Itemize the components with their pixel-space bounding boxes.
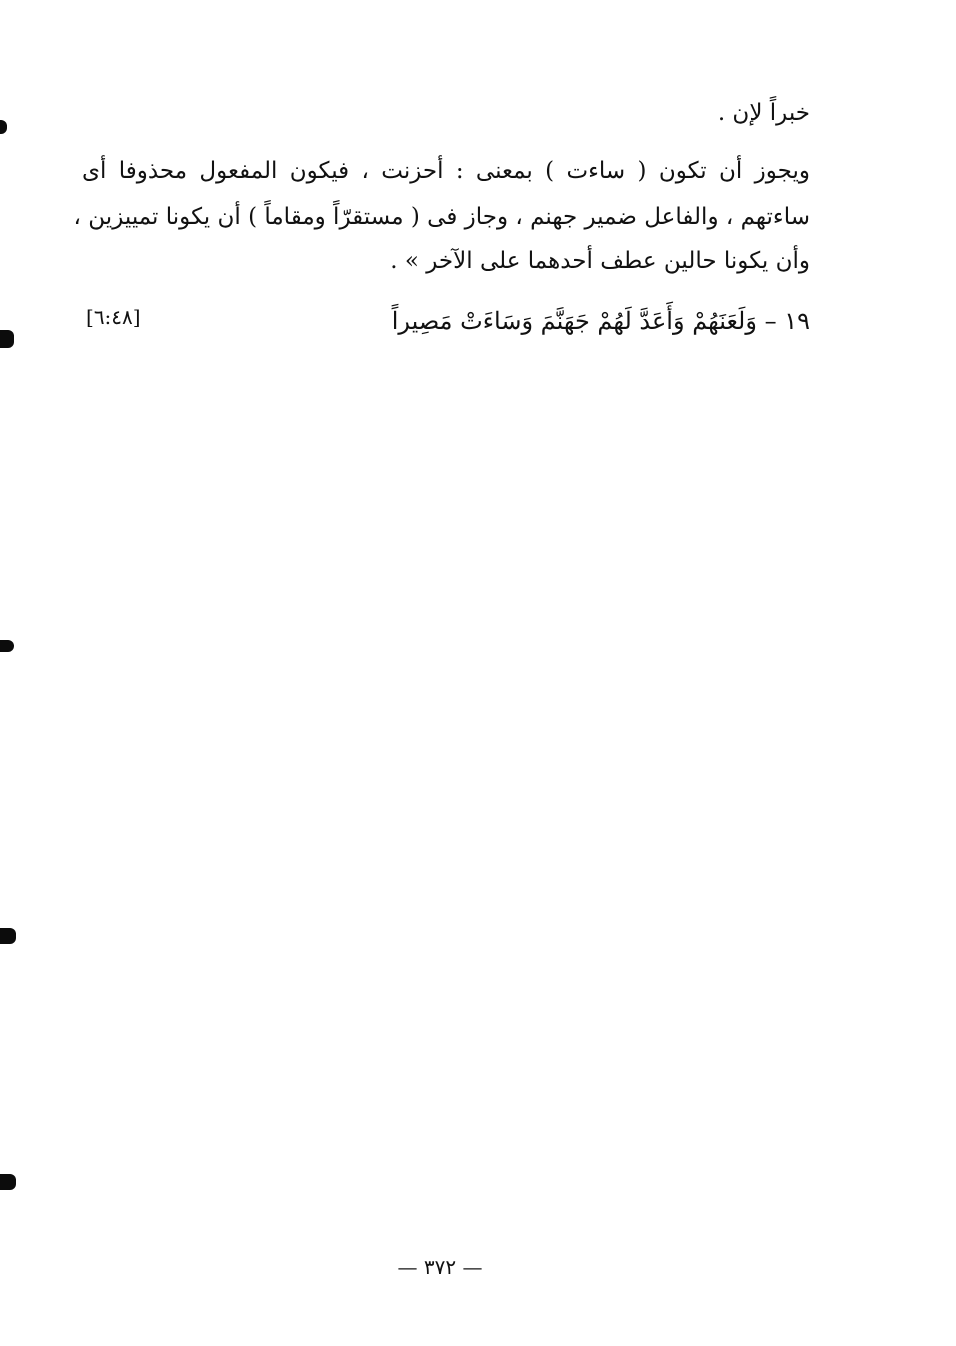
scan-edge-mark xyxy=(0,928,16,944)
text-line-3: ساءتهم ، والفاعل ضمير جهنم ، وجاز فى ( مستقرّاً ومقاماً ) أن يكونا تمييزين ، xyxy=(73,204,810,230)
text-line-2: ويجوز أن تكون ( ساءت ) بمعنى : أحزنت ، فيكون المفعول محذوفا أى xyxy=(82,158,810,184)
text-line-1: خبراً لإن . xyxy=(717,100,810,126)
verse-reference: [٦:٤٨] xyxy=(86,305,141,329)
scan-edge-mark xyxy=(0,120,7,134)
scan-edge-mark xyxy=(0,1174,16,1190)
scan-edge-mark xyxy=(0,330,14,348)
page-number: — ٣٧٢ — xyxy=(397,1255,483,1279)
scan-edge-mark xyxy=(0,640,14,652)
text-line-4: وأن يكونا حالين عطف أحدهما على الآخر » . xyxy=(390,248,810,274)
verse-line: ١٩ – وَلَعَنَهُمْ وَأَعَدَّ لَهُمْ جَهَنَّمَ وَسَاءَتْ مَصِيراً xyxy=(391,307,810,335)
